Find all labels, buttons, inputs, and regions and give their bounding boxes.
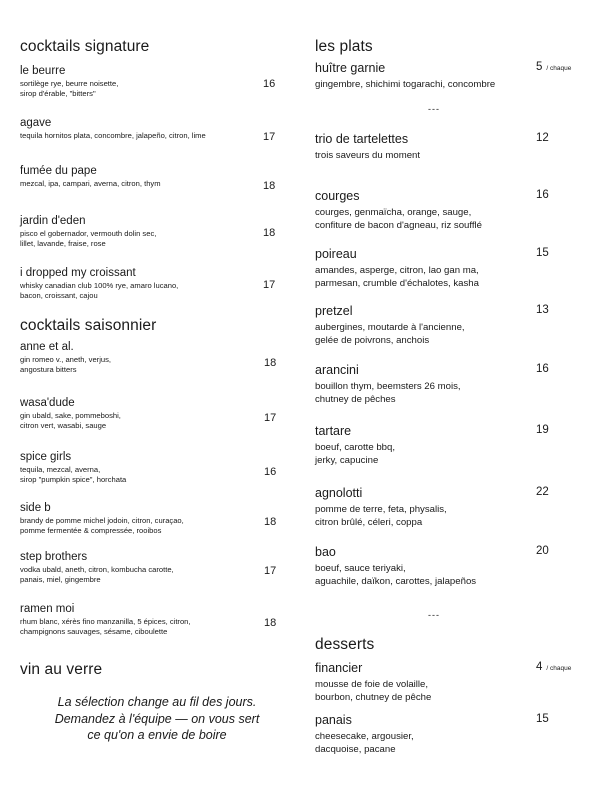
section-title-signature: cocktails signature xyxy=(20,38,150,55)
item-name: anne et al. xyxy=(20,341,74,353)
item-name: ramen moi xyxy=(20,603,75,615)
menu-item xyxy=(315,61,595,91)
separator: --- xyxy=(428,610,440,620)
item-description: rhum blanc, xérès fino manzanilla, 5 épices, citron, champignons sauvages, sésame, ciboulette xyxy=(20,617,191,636)
menu-item xyxy=(20,214,280,248)
item-price: 17 xyxy=(263,131,276,143)
item-price: 19 xyxy=(536,424,549,436)
item-description: gin ubald, sake, pommeboshi, citron vert, wasabi, sauge xyxy=(20,411,121,430)
item-name: bao xyxy=(315,545,336,559)
menu-item xyxy=(315,486,595,529)
menu-item xyxy=(20,340,280,374)
item-description: brandy de pomme michel jodoin, citron, curaçao, pomme fermentée & compressée, rooibos xyxy=(20,516,184,535)
menu-item xyxy=(315,713,595,756)
item-name: wasa'dude xyxy=(20,397,75,409)
menu-item xyxy=(20,396,280,430)
separator: --- xyxy=(428,104,440,114)
item-name: courges xyxy=(315,189,360,203)
menu-item xyxy=(20,450,280,484)
menu-item xyxy=(20,64,280,98)
item-price: 18 xyxy=(264,516,277,528)
item-price: 17 xyxy=(264,565,277,577)
item-name: panais xyxy=(315,713,352,727)
item-description: mezcal, ipa, campari, averna, citron, thym xyxy=(20,179,161,188)
item-name: i dropped my croissant xyxy=(20,267,136,279)
item-description: courges, genmaïcha, orange, sauge, confiture de bacon d'agneau, riz soufflé xyxy=(315,207,482,231)
item-price: 18 xyxy=(264,617,277,629)
menu-item xyxy=(315,132,595,162)
item-price: 16 xyxy=(263,78,276,90)
item-name: jardin d'eden xyxy=(20,215,86,227)
item-description: mousse de foie de volaille, bourbon, chutney de pêche xyxy=(315,679,432,703)
section-title-plats: les plats xyxy=(315,38,373,55)
wine-note: La sélection change au fil des jours. Demandez à l'équipe — on vous sert ce qu'on a envie de boire xyxy=(54,695,260,742)
menu-item xyxy=(315,247,595,290)
item-description: amandes, asperge, citron, lao gan ma, parmesan, crumble d'échalotes, kasha xyxy=(315,265,479,289)
item-name: side b xyxy=(20,502,51,514)
item-description: bouillon thym, beemsters 26 mois, chutney de pêches xyxy=(315,381,461,405)
item-price: 22 xyxy=(536,486,549,498)
item-price: 17 xyxy=(264,412,277,424)
menu-item xyxy=(315,661,595,704)
menu-item xyxy=(20,550,280,584)
item-name: trio de tartelettes xyxy=(315,132,409,146)
menu-item xyxy=(20,164,280,192)
menu-item xyxy=(315,545,595,588)
item-name: step brothers xyxy=(20,551,88,563)
item-description: boeuf, carotte bbq, jerky, capucine xyxy=(315,442,396,466)
menu-item xyxy=(315,363,595,406)
item-description: gingembre, shichimi togarachi, concombre xyxy=(315,79,496,90)
item-price: 18 xyxy=(263,180,276,192)
item-description: pomme de terre, feta, physalis, citron brûlé, céleri, coppa xyxy=(315,504,447,528)
item-price: 16 xyxy=(264,466,277,478)
item-name: fumée du pape xyxy=(20,165,97,177)
item-name: financier xyxy=(315,661,363,675)
menu-item xyxy=(315,189,595,232)
item-price: 17 xyxy=(263,279,276,291)
section-title-desserts: desserts xyxy=(315,636,375,653)
item-description: cheesecake, argousier, dacquoise, pacane xyxy=(315,731,414,755)
item-price: 18 xyxy=(263,227,276,239)
item-price: 15 xyxy=(536,713,549,725)
item-description: pisco el gobernador, vermouth dolin sec, lillet, lavande, fraise, rose xyxy=(20,229,157,248)
section-title-vin: vin au verre xyxy=(20,661,103,678)
item-name: spice girls xyxy=(20,451,72,463)
menu-item xyxy=(20,501,280,535)
menu-item xyxy=(20,602,280,636)
menu-item xyxy=(315,424,595,467)
menu-item xyxy=(315,304,595,347)
item-description: aubergines, moutarde à l'ancienne, gelée de poivrons, anchois xyxy=(315,322,465,346)
item-name: le beurre xyxy=(20,65,66,77)
item-description: sortilège rye, beurre noisette, sirop d'érable, "bitters" xyxy=(20,79,119,98)
item-price: 16 xyxy=(536,363,549,375)
item-description: vodka ubald, aneth, citron, kombucha carotte, panais, miel, gingembre xyxy=(20,565,174,584)
item-price: 12 xyxy=(536,132,549,144)
menu-item xyxy=(20,266,280,300)
item-name: agnolotti xyxy=(315,486,363,500)
menu-item xyxy=(20,116,280,141)
item-description: boeuf, sauce teriyaki, aguachile, daïkon, carottes, jalapeños xyxy=(315,563,477,587)
item-description: whisky canadian club 100% rye, amaro lucano, bacon, croissant, cajou xyxy=(20,281,179,300)
item-price: 4 / chaque xyxy=(536,661,572,673)
item-name: tartare xyxy=(315,424,352,438)
item-price: 15 xyxy=(536,247,549,259)
section-title-saisonnier: cocktails saisonnier xyxy=(20,317,157,334)
item-price: 20 xyxy=(536,545,549,557)
item-description: tequila hornitos plata, concombre, jalapeño, citron, lime xyxy=(20,131,206,140)
item-price: 13 xyxy=(536,304,549,316)
item-description: tequila, mezcal, averna, sirop "pumpkin spice", horchata xyxy=(20,465,127,484)
item-name: arancini xyxy=(315,363,359,377)
item-price: 18 xyxy=(264,357,277,369)
item-name: huître garnie xyxy=(315,61,386,75)
item-name: pretzel xyxy=(315,304,353,318)
item-description: trois saveurs du moment xyxy=(315,150,421,161)
item-name: poireau xyxy=(315,247,357,261)
item-description: gin romeo v., aneth, verjus, angostura bitters xyxy=(20,355,112,374)
item-price: 5 / chaque xyxy=(536,61,572,73)
item-price: 16 xyxy=(536,189,549,201)
item-name: agave xyxy=(20,117,52,129)
